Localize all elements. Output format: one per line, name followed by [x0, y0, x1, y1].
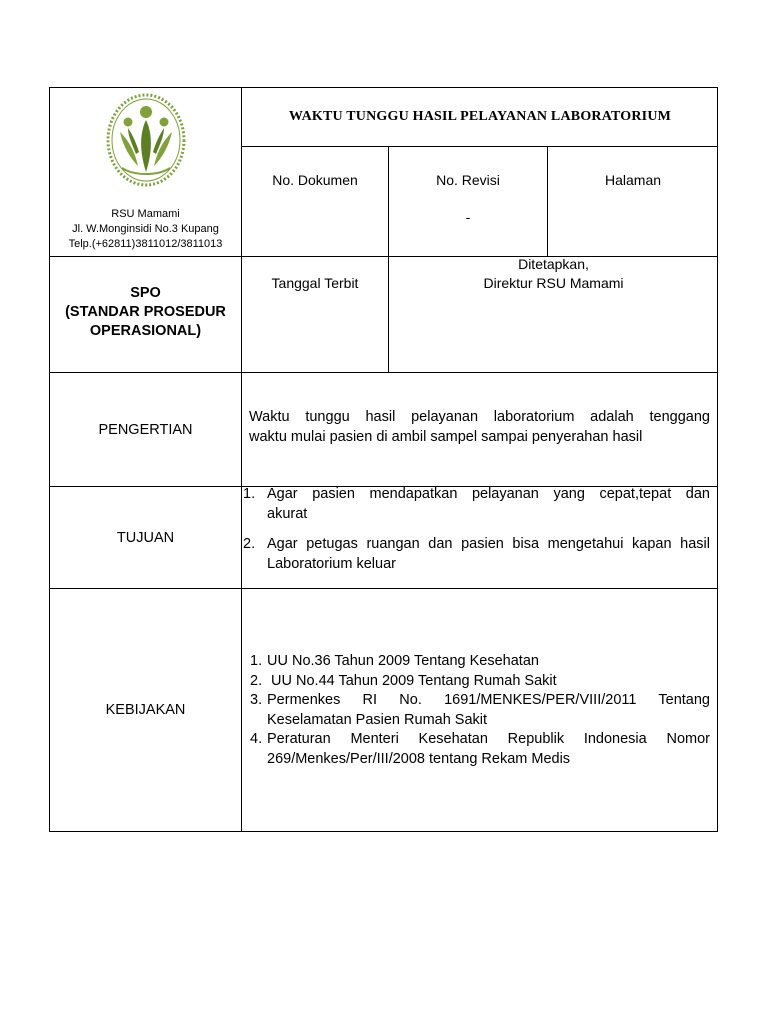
halaman-label: Halaman — [604, 172, 662, 188]
spo-line-2: (STANDAR PROSEDUR — [65, 304, 226, 320]
org-phone: Telp.(+62811)3811012/3811013 — [68, 238, 223, 250]
list-line-1: UU No.44 Tahun 2009 Tentang Rumah Sakit — [267, 672, 557, 689]
direktur-label: Direktur RSU Mamami — [483, 275, 624, 291]
kebijakan-label: KEBIJAKAN — [105, 702, 186, 718]
list-number: 1. — [243, 486, 256, 502]
list-line-2: akurat — [267, 505, 308, 522]
list-number: 4. — [250, 731, 263, 747]
list-line-1: Permenkes RI No. 1691/MENKES/PER/VIII/2011 Tentang — [267, 692, 710, 708]
tujuan-label: TUJUAN — [116, 529, 175, 546]
org-name: RSU Mamami — [111, 208, 180, 220]
ditetapkan-block — [389, 255, 718, 293]
divider-col-revisi — [547, 146, 548, 256]
no-dokumen-label: No. Dokumen — [272, 172, 358, 188]
list-line-1: Peraturan Menteri Kesehatan Republik Indonesia Nomor — [267, 731, 710, 747]
no-revisi-value: - — [465, 209, 471, 225]
divider-left-column — [241, 87, 242, 832]
list-line-1: UU No.36 Tahun 2009 Tentang Kesehatan — [267, 653, 539, 669]
list-item — [250, 652, 710, 672]
tanggal-terbit-label: Tanggal Terbit — [271, 275, 359, 291]
list-item — [250, 672, 710, 692]
spo-line-3: OPERASIONAL) — [89, 323, 202, 339]
pengertian-text — [249, 408, 710, 447]
list-number: 2. — [250, 672, 263, 689]
pengertian-line-1: Waktu tunggu hasil pelayanan laboratorium adalah tenggang — [249, 409, 710, 425]
list-line-1: Agar petugas ruangan dan pasien bisa mengetahui kapan hasil — [267, 536, 710, 552]
hospital-logo — [106, 92, 186, 188]
kebijakan-list — [250, 652, 710, 769]
pengertian-label: PENGERTIAN — [98, 421, 193, 438]
list-item — [250, 691, 710, 730]
spo-title — [50, 284, 241, 341]
document-title: WAKTU TUNGGU HASIL PELAYANAN LABORATORIUM — [288, 109, 672, 124]
list-item — [250, 730, 710, 769]
org-info — [50, 207, 241, 253]
org-address: Jl. W.Monginsidi No.3 Kupang — [72, 223, 219, 235]
no-revisi-label: No. Revisi — [436, 172, 500, 188]
list-line-2: Keselamatan Pasien Rumah Sakit — [267, 711, 488, 728]
list-number: 2. — [243, 536, 256, 552]
ditetapkan-label: Ditetapkan, — [518, 256, 589, 272]
list-line-1: Agar pasien mendapatkan pelayanan yang cepat,tepat dan — [267, 486, 710, 502]
list-item — [243, 535, 710, 574]
pengertian-line-2: waktu mulai pasien di ambil sampel sampai penyerahan hasil — [249, 428, 643, 445]
list-line-2: 269/Menkes/Per/III/2008 tentang Rekam Medis — [267, 750, 571, 767]
list-item — [243, 485, 710, 524]
list-line-2: Laboratorium keluar — [267, 555, 396, 572]
divider-row-title — [241, 146, 718, 147]
spo-line-1: SPO — [130, 285, 161, 301]
list-number: 3. — [250, 692, 263, 708]
list-number: 1. — [250, 653, 263, 669]
tujuan-list — [243, 485, 710, 574]
